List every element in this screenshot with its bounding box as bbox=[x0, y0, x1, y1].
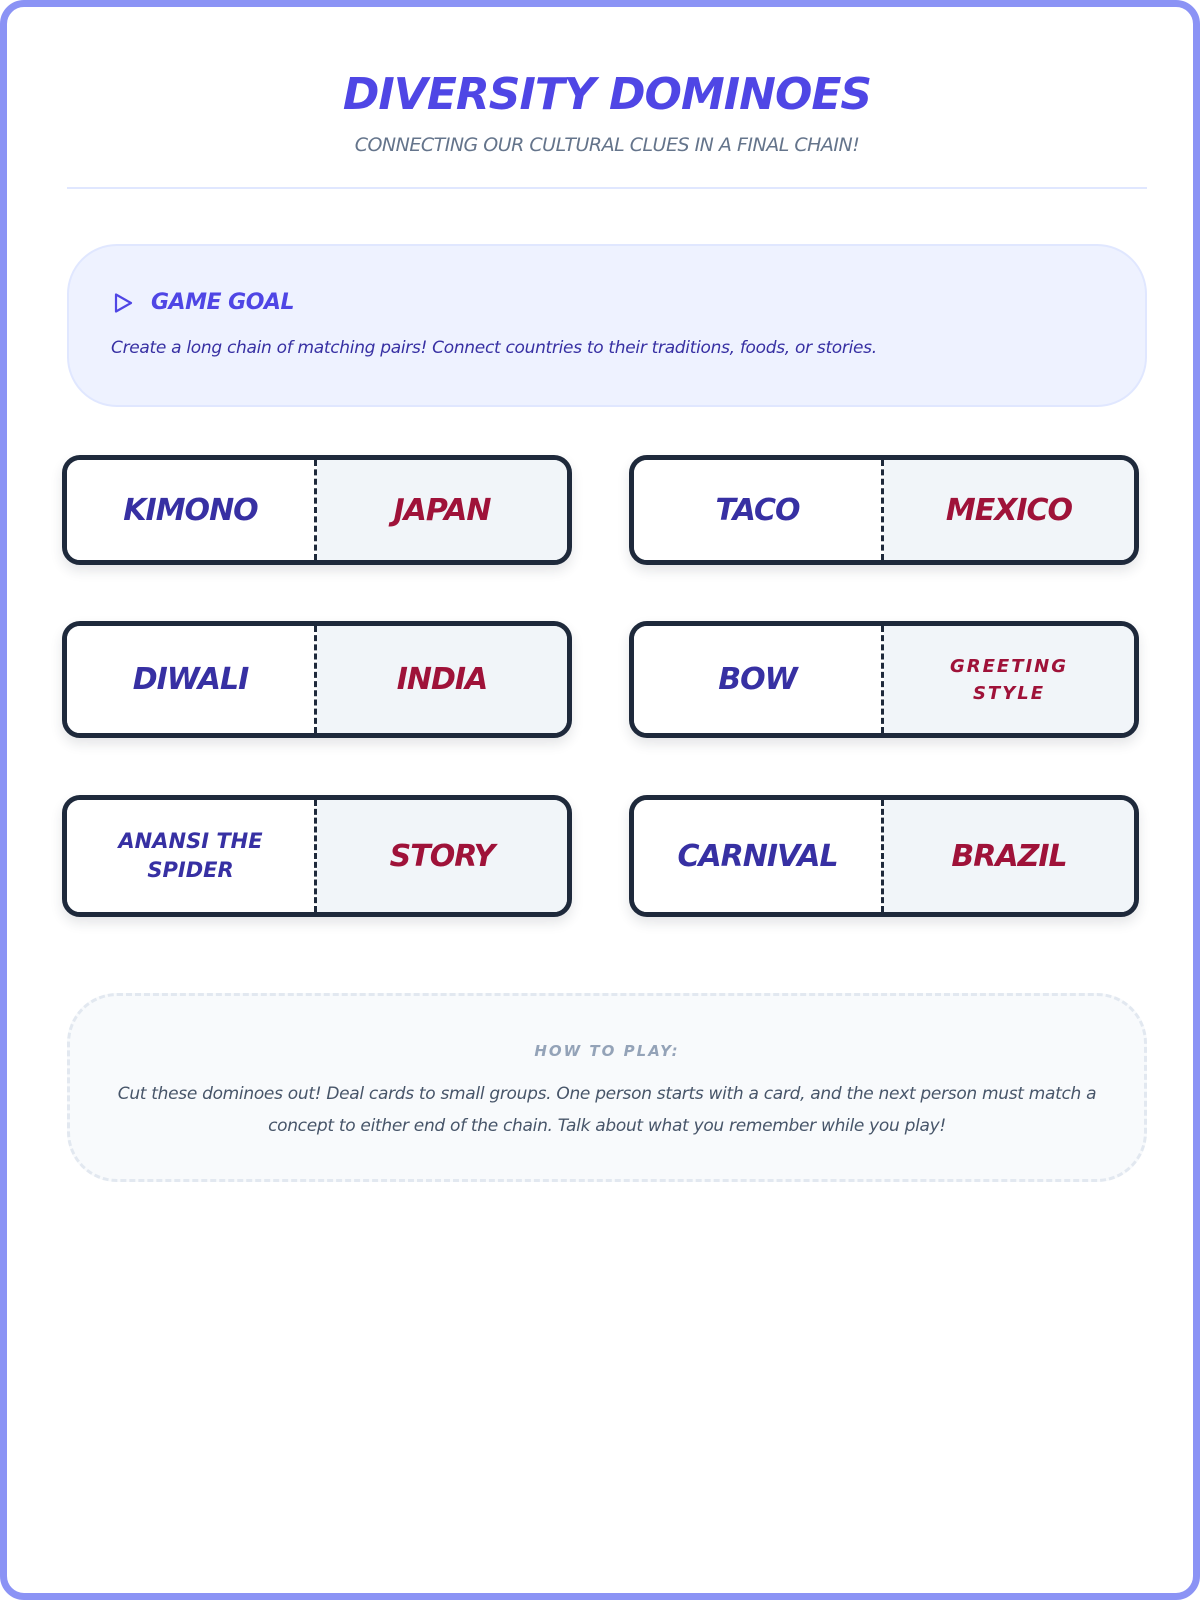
header bbox=[67, 62, 1147, 156]
domino-left-half bbox=[67, 626, 317, 733]
domino-left-half bbox=[67, 800, 317, 912]
domino-left-half bbox=[634, 800, 884, 912]
domino-left-half bbox=[634, 626, 884, 733]
how-to-play-text: Cut these dominoes out! Deal cards to small groups. One person starts with a card, and the next person must match a concept to either end of the chain. Talk about what you remember while you play! bbox=[117, 1084, 1097, 1136]
domino-concept: TACO bbox=[715, 492, 800, 528]
domino-concept: KIMONO bbox=[123, 492, 258, 528]
game-goal-header bbox=[111, 290, 294, 315]
domino-right-half bbox=[884, 800, 1134, 912]
how-to-play-title: HOW TO PLAY: bbox=[534, 1042, 680, 1060]
domino-match: MEXICO bbox=[945, 492, 1073, 528]
domino-card bbox=[62, 621, 572, 738]
domino-concept: DIWALI bbox=[132, 662, 249, 697]
domino-right-half bbox=[317, 460, 567, 560]
how-to-play-panel bbox=[67, 993, 1147, 1182]
play-icon bbox=[111, 291, 135, 315]
domino-right-half bbox=[884, 626, 1134, 733]
game-goal-text: Create a long chain of matching pairs! Connect countries to their traditions, foods, or stories. bbox=[111, 338, 877, 358]
domino-right-half bbox=[317, 626, 567, 733]
domino-card bbox=[629, 795, 1139, 917]
page-subtitle: CONNECTING OUR CULTURAL CLUES IN A FINAL CHAIN! bbox=[354, 134, 860, 156]
domino-right-half bbox=[884, 460, 1134, 560]
header-divider bbox=[67, 187, 1147, 189]
domino-left-half bbox=[634, 460, 884, 560]
domino-card bbox=[62, 795, 572, 917]
domino-card bbox=[629, 455, 1139, 565]
domino-card bbox=[629, 621, 1139, 738]
page-title: DIVERSITY DOMINOES bbox=[342, 69, 872, 120]
domino-concept: BOW bbox=[718, 662, 797, 697]
domino-left-half bbox=[67, 460, 317, 560]
domino-match: BRAZIL bbox=[951, 838, 1067, 874]
domino-match: JAPAN bbox=[393, 492, 491, 528]
game-goal-title: GAME GOAL bbox=[151, 290, 294, 315]
domino-match: INDIA bbox=[396, 662, 488, 697]
domino-concept: ANANSI THE SPIDER bbox=[118, 829, 263, 882]
domino-concept: CARNIVAL bbox=[677, 838, 838, 874]
domino-card bbox=[62, 455, 572, 565]
domino-match: STORY bbox=[389, 838, 495, 874]
game-goal-panel bbox=[67, 244, 1147, 407]
domino-right-half bbox=[317, 800, 567, 912]
domino-match: GREETING STYLE bbox=[949, 655, 1069, 704]
